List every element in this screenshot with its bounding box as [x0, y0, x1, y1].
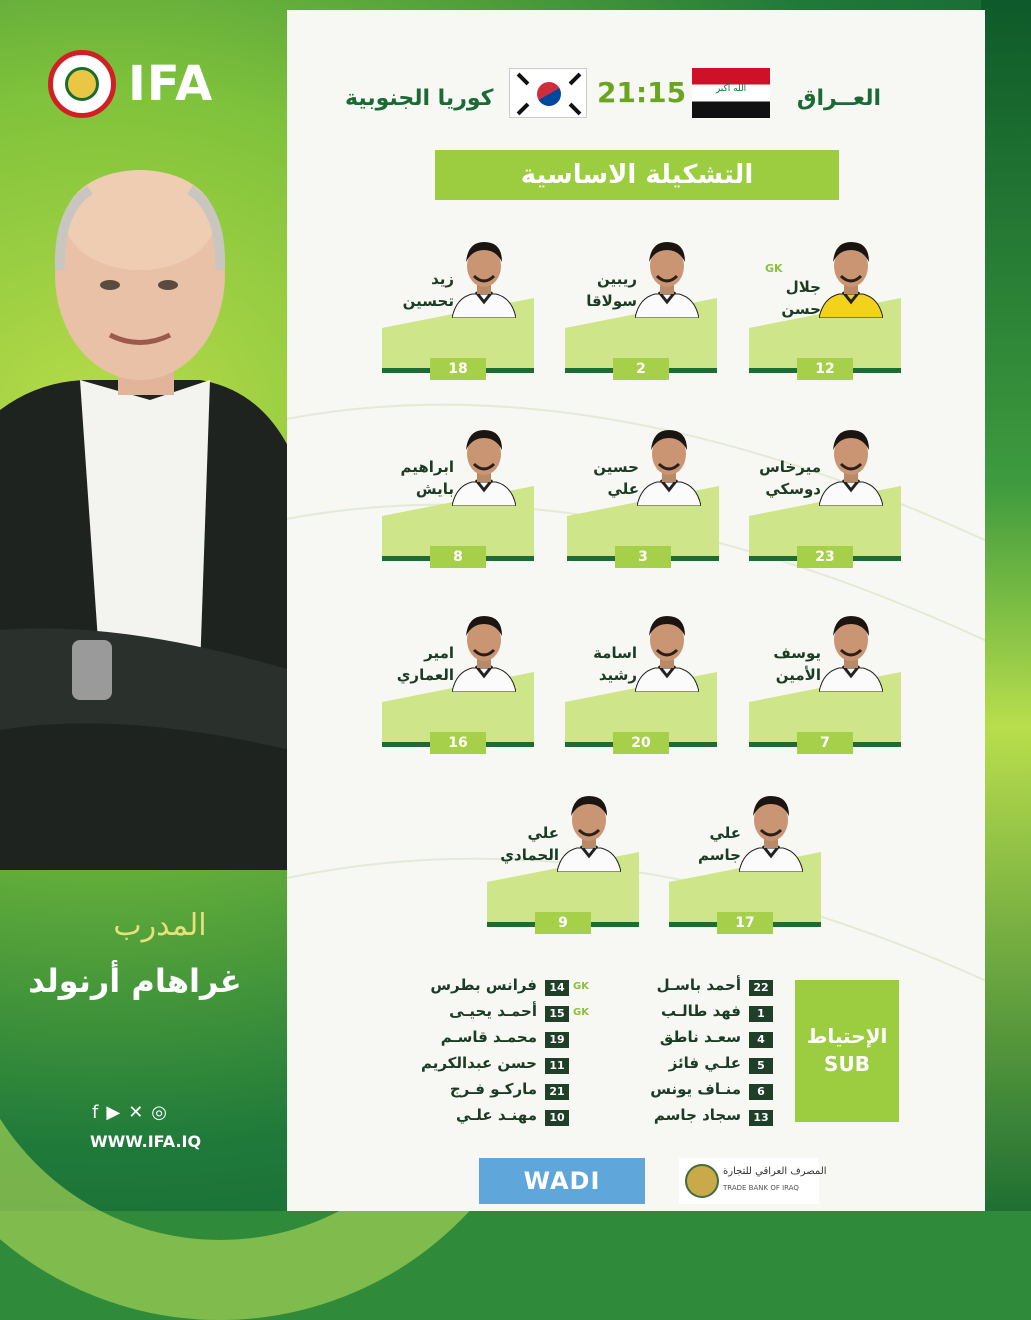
player-photo — [637, 424, 701, 506]
sub-player-number: 11 — [545, 1058, 569, 1074]
player-photo — [452, 236, 516, 318]
sub-player-number: 22 — [749, 980, 773, 996]
subs-label-ar: الإحتياط — [806, 1024, 888, 1048]
sub-player-number: 13 — [749, 1110, 773, 1126]
bank-name-ar: المصرف العراقي للتجارة — [723, 1166, 827, 1177]
player-card — [382, 418, 534, 568]
sub-player-name: فهد طالـب — [660, 1002, 741, 1020]
south-korea-flag-icon — [509, 68, 587, 118]
match-time: 21:15 — [597, 76, 687, 109]
sub-player-row — [369, 1028, 569, 1054]
player-card — [382, 230, 534, 380]
gk-badge: GK — [573, 981, 589, 992]
player-card — [749, 418, 901, 568]
home-team-name: العــراق — [796, 86, 881, 111]
sub-player-name: أحمـد يحيـى — [449, 1002, 537, 1020]
player-number: 20 — [613, 732, 669, 754]
sub-player-name: حسن عبدالكريم — [420, 1054, 537, 1072]
facebook-icon[interactable]: f — [92, 1102, 99, 1123]
sub-player-number: 6 — [749, 1084, 773, 1100]
away-team-name: كوريا الجنوبية — [345, 86, 494, 111]
player-name: جلال حسن — [781, 278, 821, 318]
sub-player-number: 4 — [749, 1032, 773, 1048]
sub-player-name: فرانس بطرس — [430, 976, 537, 994]
sub-player-name: أحمد باسـل — [656, 976, 741, 994]
player-name: امير العماري — [396, 644, 454, 684]
wadi-sponsor-logo: WADI — [479, 1158, 645, 1204]
player-photo — [819, 236, 883, 318]
sub-player-number: 1 — [749, 1006, 773, 1022]
player-photo — [635, 610, 699, 692]
sub-player-row — [369, 1080, 569, 1106]
gk-badge: GK — [573, 1007, 589, 1018]
ifa-logo-text: IFA — [128, 56, 214, 112]
player-number: 3 — [615, 546, 671, 568]
lineup-card — [287, 10, 985, 1211]
sub-player-name: ماركـو فـرج — [449, 1080, 537, 1098]
player-number: 17 — [717, 912, 773, 934]
player-name: يوسف الأمين — [773, 644, 821, 684]
sub-player-number: 15 — [545, 1006, 569, 1022]
website-link[interactable]: WWW.IFA.IQ — [90, 1132, 202, 1151]
sub-player-number: 10 — [545, 1110, 569, 1126]
player-number: 9 — [535, 912, 591, 934]
player-number: 7 — [797, 732, 853, 754]
player-number: 23 — [797, 546, 853, 568]
sub-player-row — [573, 1080, 773, 1106]
player-number: 12 — [797, 358, 853, 380]
player-card — [567, 418, 719, 568]
x-icon[interactable]: ✕ — [128, 1102, 144, 1123]
sub-player-row — [369, 1106, 569, 1132]
iraq-flag-icon — [692, 68, 770, 118]
coach-name: غراهام أرنولد — [28, 962, 242, 1000]
background-edge — [981, 0, 1031, 1211]
player-name: ابراهيم بايش — [400, 458, 454, 498]
trade-bank-sponsor-logo — [679, 1158, 827, 1204]
sub-player-name: منـاف يونس — [650, 1080, 741, 1098]
player-card — [749, 230, 901, 380]
instagram-icon[interactable]: ◎ — [151, 1102, 167, 1123]
sub-player-number: 21 — [545, 1084, 569, 1100]
social-links — [92, 1102, 167, 1123]
player-card — [669, 784, 821, 934]
sub-player-row — [573, 1002, 773, 1028]
coach-role: المدرب — [113, 908, 207, 943]
sub-player-name: محمـد قاسـم — [440, 1028, 537, 1046]
subs-label-box — [795, 980, 899, 1122]
player-number: 8 — [430, 546, 486, 568]
sub-player-row — [369, 976, 569, 1002]
sub-player-name: سعـد ناطق — [659, 1028, 741, 1046]
player-photo — [452, 610, 516, 692]
player-card — [565, 604, 717, 754]
sub-player-name: مهنـد علـي — [456, 1106, 537, 1124]
ifa-emblem-logo — [48, 50, 116, 118]
sub-player-row — [573, 1028, 773, 1054]
player-name: زيد تحسين — [402, 270, 454, 310]
sub-player-row — [369, 1054, 569, 1080]
player-name: ريبين سولاقا — [586, 270, 637, 310]
sub-player-number: 19 — [545, 1032, 569, 1048]
player-photo — [739, 790, 803, 872]
bank-name-en: TRADE BANK OF IRAQ — [723, 1184, 799, 1192]
player-photo — [819, 610, 883, 692]
player-name: علي جاسم — [698, 824, 741, 864]
sub-player-number: 14 — [545, 980, 569, 996]
player-name: حسين علي — [593, 458, 639, 498]
player-photo — [557, 790, 621, 872]
sub-player-row — [573, 976, 773, 1002]
player-photo — [819, 424, 883, 506]
subs-label-en: SUB — [824, 1052, 870, 1076]
gk-badge: GK — [765, 262, 783, 275]
lineup-title: التشكيلة الاساسية — [435, 150, 839, 200]
bank-emblem-icon — [685, 1164, 719, 1198]
subs-list-left — [369, 976, 569, 1132]
player-name: علي الحمادي — [500, 824, 559, 864]
player-card — [382, 604, 534, 754]
player-photo — [452, 424, 516, 506]
player-number: 18 — [430, 358, 486, 380]
player-number: 2 — [613, 358, 669, 380]
youtube-icon[interactable]: ▶ — [106, 1102, 121, 1123]
player-photo — [635, 236, 699, 318]
sub-player-row — [573, 1054, 773, 1080]
sub-player-number: 5 — [749, 1058, 773, 1074]
sub-player-row — [573, 1106, 773, 1132]
sub-player-name: سجاد جاسم — [653, 1106, 741, 1124]
player-card — [487, 784, 639, 934]
player-name: اسامة رشيد — [593, 644, 637, 684]
player-number: 16 — [430, 732, 486, 754]
subs-list-right — [573, 976, 773, 1132]
player-card — [749, 604, 901, 754]
sub-player-name: علـي فائز — [668, 1054, 741, 1072]
sub-player-row — [369, 1002, 569, 1028]
player-card — [565, 230, 717, 380]
player-name: ميرخاس دوسكي — [759, 458, 821, 498]
coach-photo — [0, 150, 290, 870]
